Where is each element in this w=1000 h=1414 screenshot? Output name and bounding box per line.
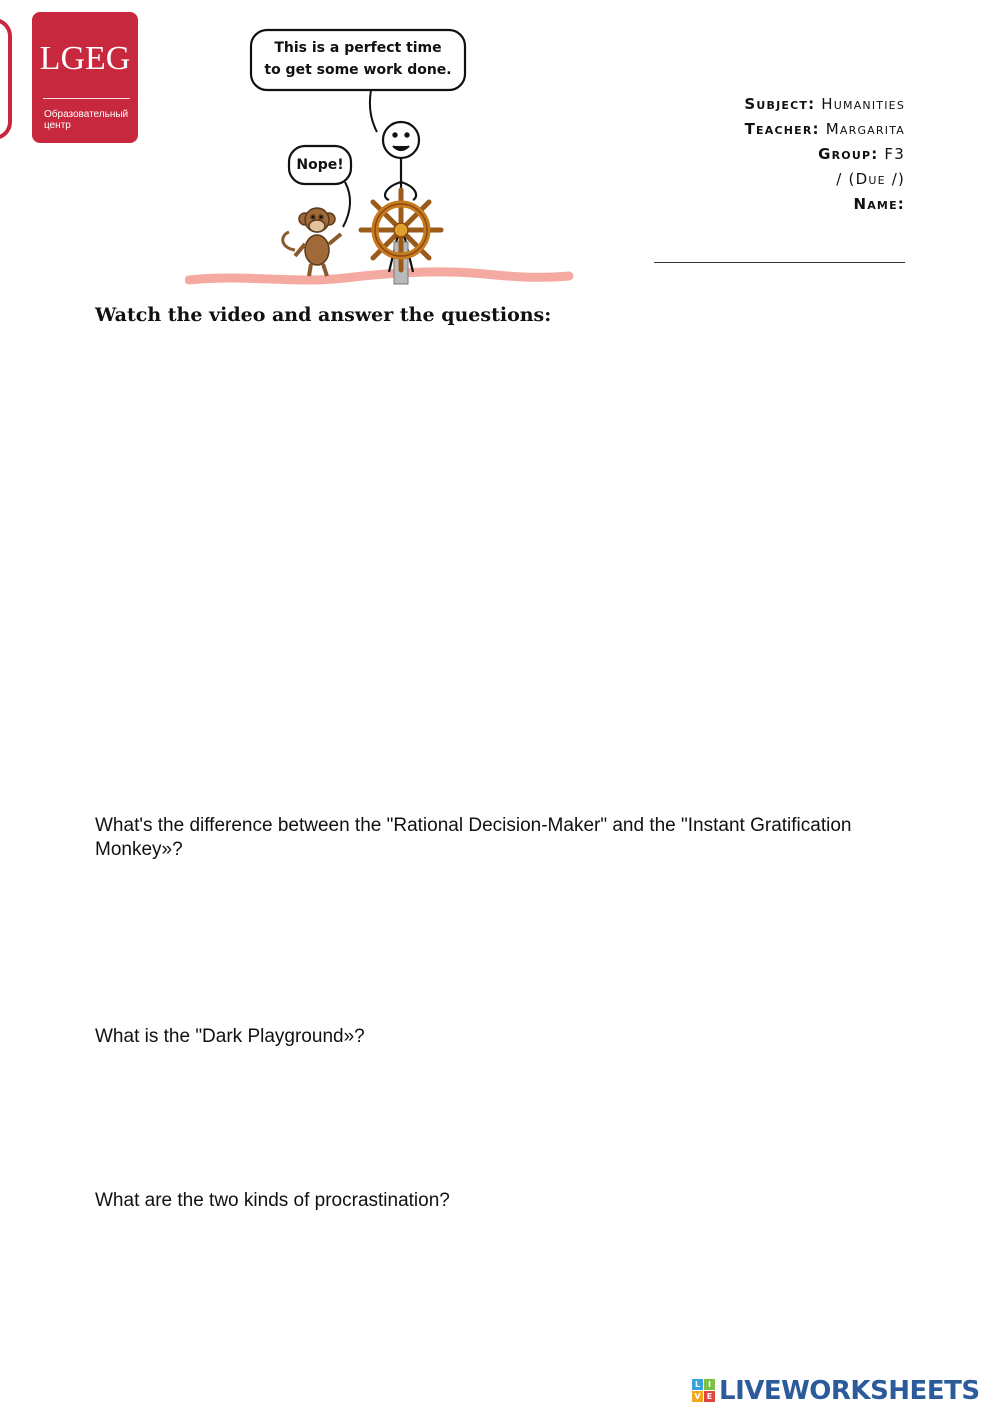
brand-icon-letter: E [704,1391,715,1402]
logo-subtitle: Образовательный центр [44,109,129,131]
teacher-line [745,120,905,138]
subject-line [744,95,905,113]
group-label: Group: [818,145,879,163]
monkey [283,208,341,276]
procrastination-cartoon [185,22,575,294]
person-speech-line1: This is a perfect time [274,40,442,56]
question-2: What is the "Dark Playground»? [95,1026,365,1047]
logo-bracket [0,18,12,140]
group-value: F3 [884,145,905,163]
logo-divider [43,98,130,99]
teacher-label: Teacher: [744,120,820,138]
logo-title: LGEG [39,40,131,77]
due-line: / (Due /) [836,170,905,188]
person-speech-bubble [251,30,465,90]
name-label: Name: [853,195,905,213]
liveworksheets-logo [692,1376,980,1406]
monkey-speech-tail [343,182,350,227]
brand-icon-letter: V [692,1391,703,1402]
ground-stroke [189,272,569,280]
name-answer-line[interactable] [654,262,905,263]
brand-icon-letter: L [692,1379,703,1390]
group-line [818,145,905,163]
question-3: What are the two kinds of procrastination? [95,1190,450,1211]
instruction-heading: Watch the video and answer the questions: [95,304,552,326]
subject-label: Subject: [744,95,816,113]
liveworksheets-icon [692,1379,716,1403]
question-1: What's the difference between the "Rational Decision-Maker" and the "Instant Gratification Monkey»? [95,815,852,860]
person-speech-line2: to get some work done. [264,62,452,78]
person-speech-tail [370,90,377,132]
teacher-value: Margarita [825,120,905,138]
lgeg-logo [32,12,138,143]
monkey-speech: Nope! [296,157,344,173]
brand-icon-letter: I [704,1379,715,1390]
subject-value: Humanities [821,95,905,113]
liveworksheets-wordmark: LIVEWORKSHEETS [719,1376,980,1406]
